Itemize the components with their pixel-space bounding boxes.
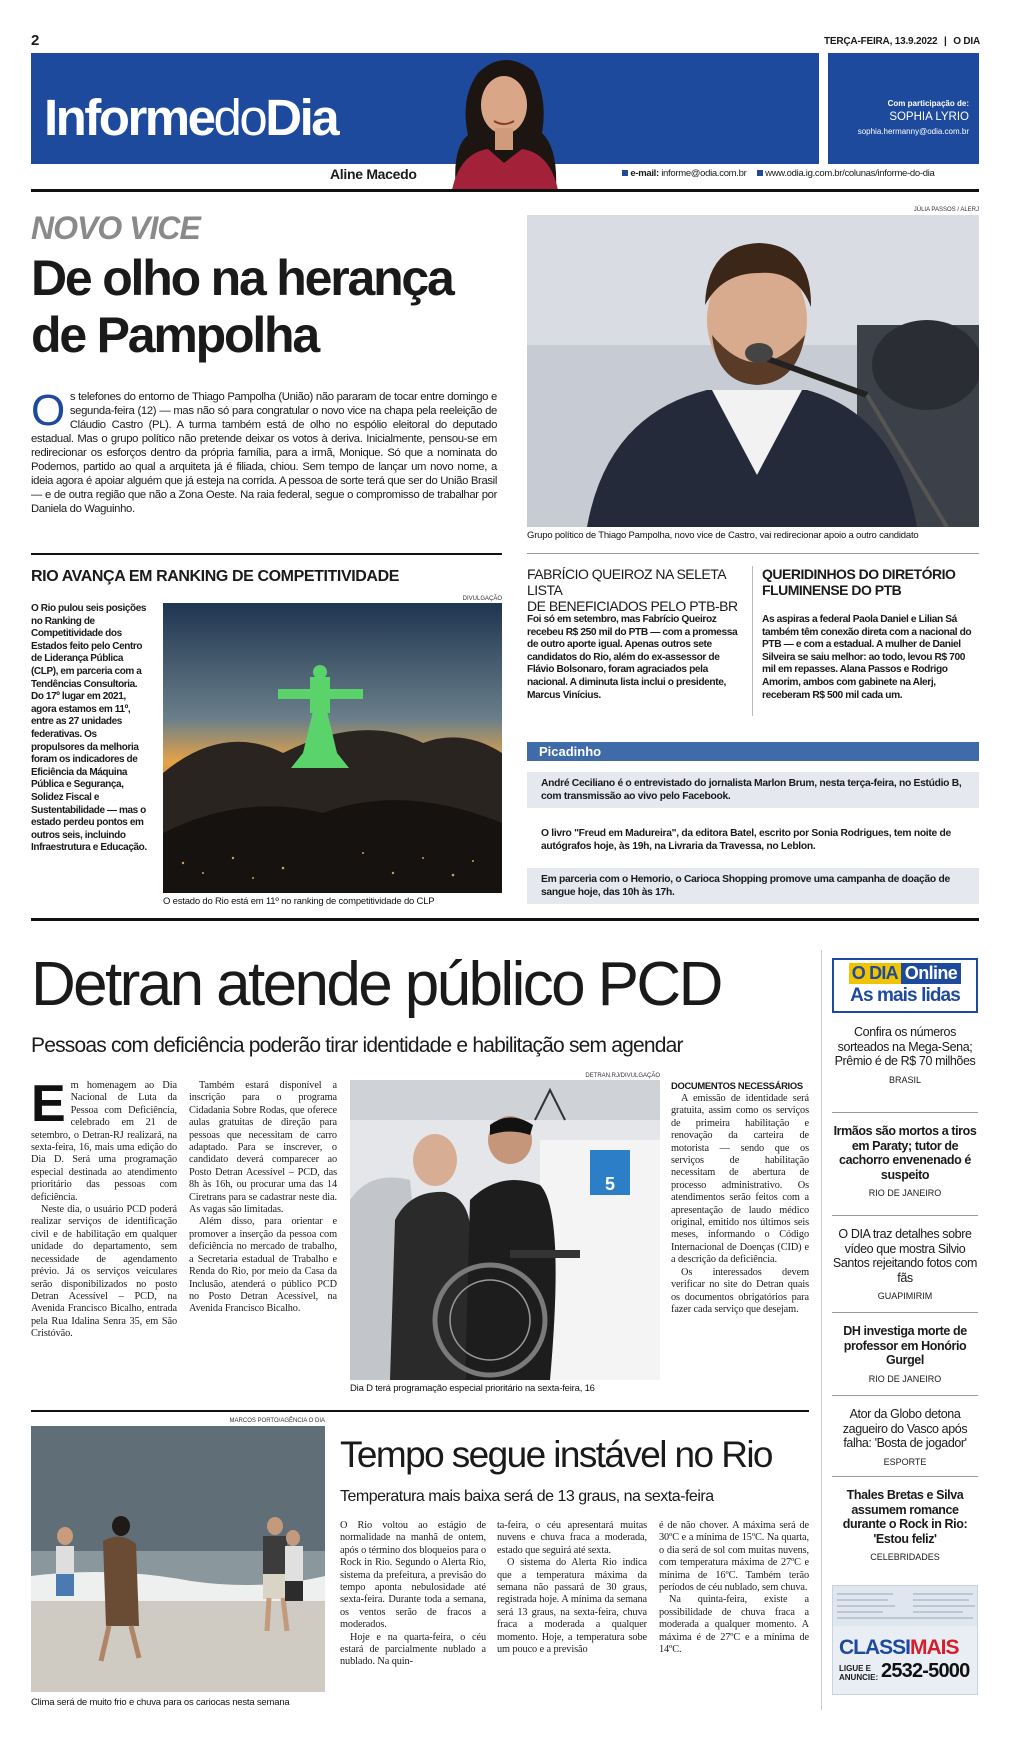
tempo-subhead: Temperatura mais baixa será de 13 graus, na sexta-feira <box>340 1488 714 1505</box>
classimais-ad[interactable] <box>832 1585 978 1695</box>
participation-box <box>828 53 979 164</box>
participant-email[interactable]: sophia.hermanny@odia.com.br <box>857 127 969 136</box>
most-read-item[interactable]: Irmãos são mortos a tiros em Paraty; tutor de cachorro envenenado é suspeito RIO DE JANEIRO <box>833 1124 977 1198</box>
fabricio-title: FABRÍCIO QUEIROZ NA SELETA LISTA DE BENEFICIADOS PELO PTB-BR <box>527 566 738 614</box>
email-link[interactable]: informe@odia.com.br <box>661 168 747 179</box>
detran-col2: Também estará disponível a inscrição para o programa Cidadania Sobre Rodas, que oferece aulas gratuitas de direção para pessoas que necessitam de carro adaptado. Para se inscrever, o candidato deverá comparecer ao Posto Detran Acessível – PCD, das 8h às 16h, ou procurar uma das 14 Ciretrans para se cadastrar neste dia. As vagas são limitadas. Além disso, para orientar e promover a inserção da pessoa com deficiência no mercado de trabalho, a Secretaria estadual de Trabalho e Renda do Rio, por meio da Casa da Inclusão, atenderá o público PCD no Posto Detran Acessível, na Avenida Francisco Bicalho. <box>189 1080 337 1315</box>
email-square-icon <box>622 170 628 176</box>
ranking-title: RIO AVANÇA EM RANKING DE COMPETITIVIDADE <box>31 568 400 585</box>
lead-kicker: NOVO VICE <box>31 210 200 246</box>
tempo-col1: O Rio voltou ao estágio de normalidade na manhã de ontem, após o término dos bloqueios para o Rock in Rio. Segundo o Alerta Rio, sistema da prefeitura, a previsão do tempo aponta nebulosidade até sexta-feira. Durante toda a semana, os ventos serão de fracos a moderados. Hoje e na quarta-feira, o céu estará de parcialmente nublado a nublado. Na quin- <box>340 1520 486 1668</box>
most-read-header <box>832 958 978 1013</box>
most-read-item[interactable]: Ator da Globo detona zagueiro do Vasco após falha: 'Bosta de jogador' ESPORTE <box>842 1407 968 1467</box>
tempo-col3: é de não chover. A máxima será de 30ºC e a mínima de 15ºC. Na quarta, o dia será de sol com muitas nuvens, com temperatura máxima de 27ºC e mínima de 16ºC. Também terão períodos de céu nublado, sem chuva. Na quinta-feira, existe a possibilidade de chuva fraca a moderada a qualquer momento. A máxima é de 27ºC e a mínima de 14ºC. <box>659 1520 809 1656</box>
ranking-body: O Rio pulou seis posições no Ranking de Competitividade dos Estados feito pelo Centro de Liderança Pública (CLP), em parceria com a Tendências Consultoria. Do 17º lugar em 2021, agora estamos em 11º, entre as 27 unidades federativas. Os propulsores da melhoria foram os indicadores de Eficiência da Máquina Pública e Segurança, Solidez Fiscal e Sustentabilidade — mas o estado perdeu pontos em outros seis, incluindo Infraestrutura e Educação. <box>31 603 147 854</box>
detran-photo-credit: DETRAN.RJ/DIVULGAÇÃO <box>585 1073 660 1079</box>
weather-rule <box>31 1410 809 1412</box>
contact-line: e-mail: informe@odia.com.br www.odia.ig.com.br/colunas/informe-do-dia <box>622 168 935 179</box>
detran-subhead: Pessoas com deficiência poderão tirar identidade e habilitação sem agendar <box>31 1034 683 1057</box>
online-label: Online <box>901 963 961 984</box>
tempo-photo-credit: MARCOS PORTO/AGÊNCIA O DIA <box>229 1418 325 1424</box>
picadinho-item: O livro "Freud em Madureira", da editora Batel, escrito por Sonia Rodrigues, tem noite de autógrafos hoje, às 19h, na Livraria da Travessa, no Leblon. <box>541 828 951 852</box>
column-divider <box>752 566 753 716</box>
lead-photo-credit: JÚLIA PASSOS / ALERJ <box>913 207 979 213</box>
lead-body: Os telefones do entorno de Thiago Pampolha (União) não pararam de tocar entre domingo e segunda-feira (12) — mas não só para congratular o novo vice na chapa pela reeleição de Cláudio Castro (PL). A turma também está de olho no espólio eleitoral do deputado estadual. Mas o grupo político não pretende deixar os votos à deriva. Inicialmente, pensou-se em redirecionar os esforços dentro da própria família, para a irmã, Monique. Só que a nominata do Podemos, partido ao qual a arquiteta já é filiada, chiou. Sem tempo de lançar um novo nome, a ideia agora é apoiar alguém que já esteja na corrida. A pessoa de sorte terá que ser do União Brasil — e de outra região que não a Zona Oeste. Na raia federal, segue o compromisso de trabalhar por Daniela do Waguinho. <box>31 386 497 515</box>
picadinho-item: Em parceria com o Hemorio, o Carioca Shopping promove uma campanha de doação de sangue hoje, das 10h às 17h. <box>527 868 979 904</box>
most-read-title: As mais lidas <box>850 985 960 1006</box>
columnist-name: Aline Macedo <box>330 166 417 182</box>
classimais-logo: CLASSIMAIS <box>839 1636 959 1659</box>
columnist-portrait <box>438 53 570 190</box>
detran-dropcap: E <box>31 1075 66 1133</box>
tempo-col2: ta-feira, o céu apresentará muitas nuvens e chuva fraca a moderada, estado que seguirá até sexta. O sistema do Alerta Rio indica que a temperatura máxima da semana não passará de 30 graus, registrada hoje. A mínima da semana será 13 graus, na sexta-feira, chuva fraca a moderada a qualquer momento. Hoje, a temperatura sobe um pouco e a previsão <box>497 1520 647 1656</box>
detran-col1: Em homenagem ao Dia Nacional de Luta da Pessoa com Deficiência, celebrado em 21 de setembro, o Detran-RJ realizará, na sexta-feira, 16, mais uma edição do Dia D. Será uma programação especial destinada ao atendimento prioritário das pessoas com deficiência. Neste dia, o usuário PCD poderá realizar serviços de identificação civil e de habilitação em qualquer unidade do departamento, sem necessidade de agendamento prévio. Já os serviços veiculares serão disponibilizados no posto Detran Acessível – PCD, na Avenida Francisco Bicalho, entrada pela Rua Idalina Senra 35, em São Cristóvão. <box>31 1075 177 1340</box>
fabricio-body: Foi só em setembro, mas Fabrício Queiroz recebeu R$ 250 mil do PTB — com a promessa de outro aporte igual. Apenas outros sete candidatos do Rio, além do ex-assessor de Flávio Bolsonaro, foram agraciados pela nacional. A diminuta lista inclui o presidente, Marcus Vinícius. <box>527 614 738 701</box>
column-logo: InformedoDia <box>44 89 338 146</box>
ad-call: LIGUE E ANUNCIE: <box>839 1664 879 1682</box>
most-read-item[interactable]: DH investiga morte de professor em Honório Gurgel RIO DE JANEIRO <box>843 1324 967 1384</box>
header-rule <box>31 189 979 192</box>
date-line: TERÇA-FEIRA, 13.9.2022 | O DIA <box>824 36 980 47</box>
detran-col3: A emissão de identidade será gratuita, assim como os serviços de primeira habilitação e renovação da carteira de motorista — sendo que os serviços de habilitação necessitam de abertura de processo administrativo. Os atendimentos serão feitos com a apresentação de laudo médico original, emitido nos últimos seis meses, informando o Código Internacional de Doenças (CID) e a descrição da deficiência. Os interessados devem verificar no site do Detran quais os documentos obrigatórios para fazer cada serviço que desejam. <box>671 1093 809 1315</box>
web-square-icon <box>757 170 763 176</box>
ranking-photo-caption: O estado do Rio está em 11º no ranking de competitividade do CLP <box>163 896 435 907</box>
page-number: 2 <box>31 32 40 49</box>
tempo-photo <box>31 1426 325 1692</box>
lead-dropcap: O <box>31 386 65 435</box>
most-read-item[interactable]: Thales Bretas e Silva assumem romance durante o Rock in Rio: 'Estou feliz' CELEBRIDADES <box>842 1488 968 1562</box>
ad-phone: 2532-5000 <box>881 1660 970 1682</box>
ranking-photo-credit: DIVULGAÇÃO <box>462 596 502 602</box>
sidebar-divider <box>821 950 822 1710</box>
detran-photo-caption: Dia D terá programação especial prioritário na sexta-feira, 16 <box>350 1383 595 1394</box>
dinheiro-body: As aspiras a federal Paola Daniel e Lilian Sá também têm conexão direta com a nacional do PTB — e com a estadual. A mulher de Daniel Silveira se saiu melhor: ao todo, levou R$ 700 mil em repasses. Alana Passos e Rodrigo Amorim, ambos com gabinete na Alerj, receberam R$ 500 mil cada um. <box>762 614 972 701</box>
tempo-headline: Tempo segue instável no Rio <box>340 1434 772 1475</box>
publication-name: O DIA <box>953 36 980 47</box>
newsprint-texture <box>833 1586 978 1626</box>
tempo-photo-caption: Clima será de muito frio e chuva para os cariocas nesta semana <box>31 1697 290 1708</box>
most-read-item[interactable]: Confira os números sorteados na Mega-Sena; Prêmio é de R$ 70 milhões BRASIL <box>834 1025 976 1085</box>
lead-headline: De olho na herança de Pampolha <box>31 250 453 363</box>
picadinho-header: Picadinho <box>527 742 979 761</box>
docs-title: DOCUMENTOS NECESSÁRIOS <box>671 1080 803 1091</box>
date: TERÇA-FEIRA, 13.9.2022 <box>824 36 938 47</box>
section-rule <box>31 918 979 921</box>
ranking-photo <box>163 603 502 893</box>
svg-text:5: 5 <box>604 1174 616 1194</box>
participant-name: SOPHIA LYRIO <box>889 111 969 123</box>
website-link[interactable]: www.odia.ig.com.br/colunas/informe-do-dia <box>765 168 935 179</box>
picadinho-item: André Ceciliano é o entrevistado do jornalista Marlon Brum, nesta terça-feira, no Estúdio B, com transmissão ao vivo pelo Facebook. <box>527 772 979 808</box>
odia-brand: O DIA <box>849 963 901 984</box>
dinheiro-title: QUERIDINHOS DO DIRETÓRIO FLUMINENSE DO PTB <box>762 566 956 598</box>
lead-photo <box>527 215 979 527</box>
detran-headline: Detran atende público PCD <box>31 950 721 1019</box>
lead-photo-caption: Grupo político de Thiago Pampolha, novo vice de Castro, vai redirecionar apoio a outro candidato <box>527 530 919 541</box>
participation-label: Com participação de: <box>887 99 969 108</box>
lead-rule <box>31 553 502 555</box>
lead-rule-right <box>527 553 979 554</box>
detran-photo <box>350 1080 660 1380</box>
most-read-item[interactable]: O DIA traz detalhes sobre vídeo que mostra Silvio Santos rejeitando fotos com fãs GUAPIMIRIM <box>832 1227 978 1301</box>
